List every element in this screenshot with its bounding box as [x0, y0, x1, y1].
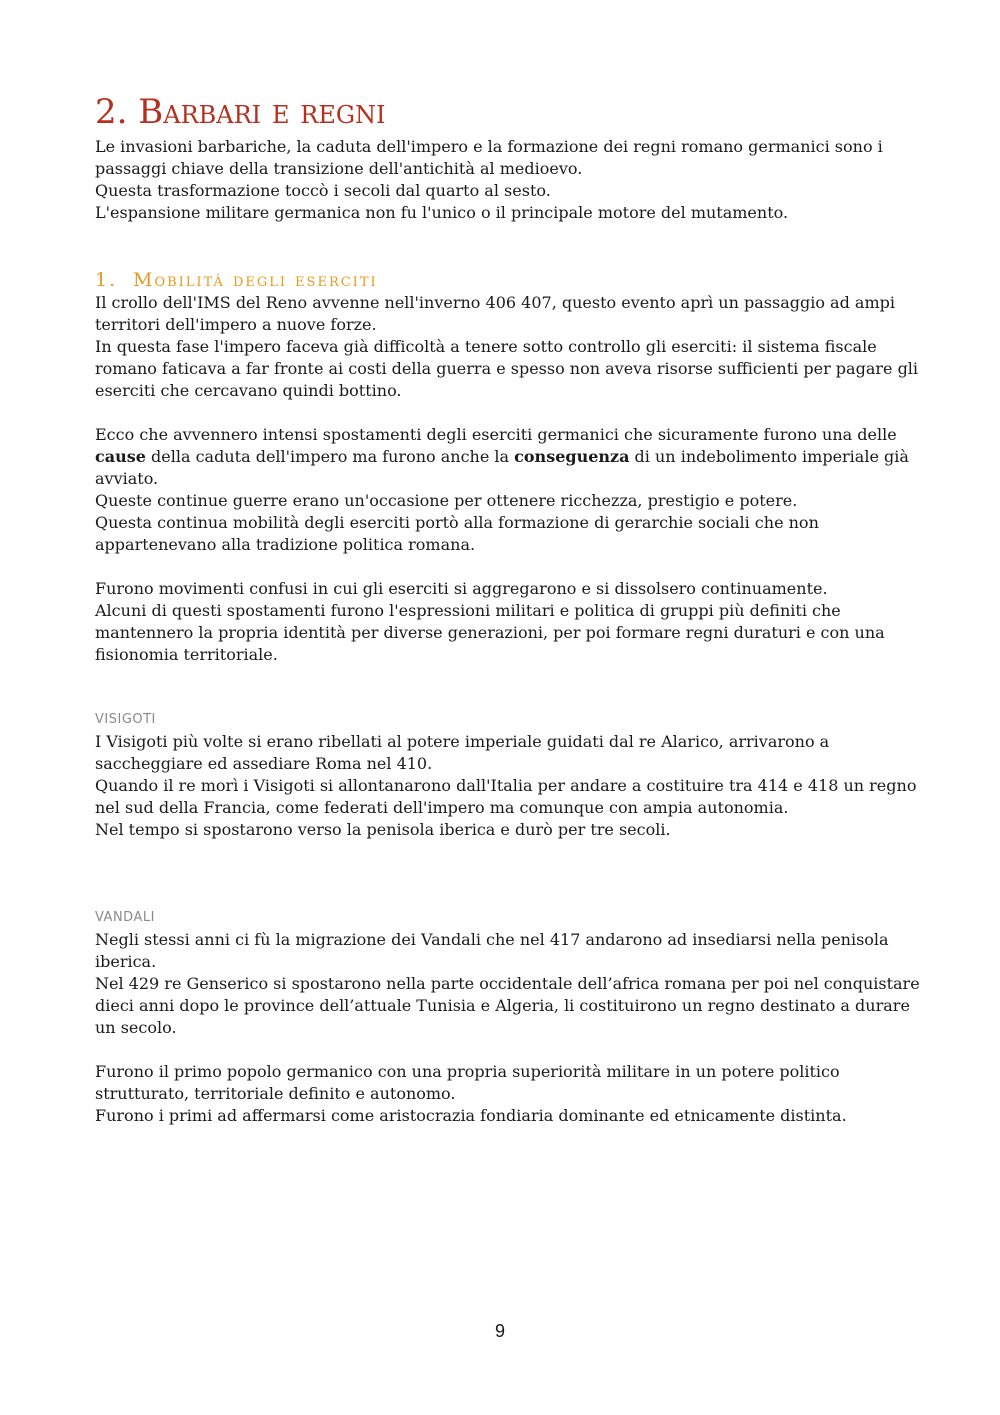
paragraph: Quando il re morì i Visigoti si allontanarono dall'Italia per andare a costituire tra 414 e 418 un regno nel sud della Francia, come federati dell'impero ma comunque con ampia autonomia. [95, 776, 917, 817]
paragraph: Negli stessi anni ci fù la migrazione dei Vandali che nel 417 andarono ad insediarsi nella penisola iberica. [95, 930, 889, 971]
paragraph: Queste continue guerre erano un'occasione per ottenere ricchezza, prestigio e potere. [95, 491, 798, 510]
chapter-title: 2. Barbari e regni [95, 92, 386, 132]
intro-paragraph [95, 136, 925, 224]
section1-block1 [95, 292, 925, 402]
intro-line: Le invasioni barbariche, la caduta dell'impero e la formazione dei regni romano germanici sono i passaggi chiave della transizione dell'antichità al medioevo. [95, 137, 883, 178]
paragraph [95, 424, 925, 490]
visigoti-block [95, 731, 925, 841]
bold-term: cause [95, 447, 146, 466]
vandali-block1 [95, 929, 925, 1039]
paragraph: Furono i primi ad affermarsi come aristocrazia fondiaria dominante ed etnicamente distinta. [95, 1106, 847, 1125]
paragraph: Furono movimenti confusi in cui gli eserciti si aggregarono e si dissolsero continuamente. [95, 579, 828, 598]
paragraph: Il crollo dell'IMS del Reno avvenne nell'inverno 406 407, questo evento aprì un passaggio ad ampi territori dell'impero a nuove forze. [95, 293, 895, 334]
text-run: Ecco che avvennero intensi spostamenti degli eserciti germanici che sicuramente furono una delle [95, 425, 897, 444]
text-run: di un indebolimento imperiale già avviato. [95, 447, 909, 488]
paragraph: I Visigoti più volte si erano ribellati al potere imperiale guidati dal re Alarico, arrivarono a saccheggiare ed assediare Roma nel 410. [95, 732, 830, 773]
section1-block3 [95, 578, 925, 666]
paragraph: In questa fase l'impero faceva già difficoltà a tenere sotto controllo gli eserciti: il sistema fiscale romano faticava a far fronte ai costi della guerra e spesso non aveva risorse sufficienti per pagare gli eserciti che cercavano quindi bottino. [95, 337, 919, 400]
bold-term: conseguenza [514, 447, 630, 466]
text-run: della caduta dell'impero ma furono anche la [145, 447, 515, 466]
intro-line: Questa trasformazione toccò i secoli dal quarto al sesto. [95, 181, 551, 200]
section1-block2 [95, 424, 925, 556]
section-number: 1. [95, 269, 118, 291]
paragraph: Nel 429 re Genserico si spostarono nella parte occidentale dell’africa romana per poi nel conquistare dieci anni dopo le province dell’attuale Tunisia e Algeria, li costituirono un regno destinato a durare un secolo. [95, 974, 920, 1037]
section-heading [95, 268, 378, 292]
paragraph: Nel tempo si spostarono verso la penisola iberica e durò per tre secoli. [95, 820, 671, 839]
intro-line: L'espansione militare germanica non fu l'unico o il principale motore del mutamento. [95, 203, 789, 222]
paragraph: Questa continua mobilità degli eserciti portò alla formazione di gerarchie sociali che non appartenevano alla tradizione politica romana. [95, 513, 819, 554]
section-title: Mobilità degli eserciti [133, 269, 378, 291]
paragraph: Alcuni di questi spostamenti furono l'espressioni militari e politica di gruppi più definiti che mantennero la propria identità per diverse generazioni, per poi formare regni duraturi e con una fisionomia territoriale. [95, 601, 885, 664]
visigoti-heading: VISIGOTI [95, 712, 156, 727]
vandali-block2 [95, 1061, 925, 1127]
vandali-heading: VANDALI [95, 910, 155, 925]
paragraph: Furono il primo popolo germanico con una propria superiorità militare in un potere politico strutturato, territoriale definito e autonomo. [95, 1062, 840, 1103]
page-number: 9 [494, 1321, 505, 1341]
